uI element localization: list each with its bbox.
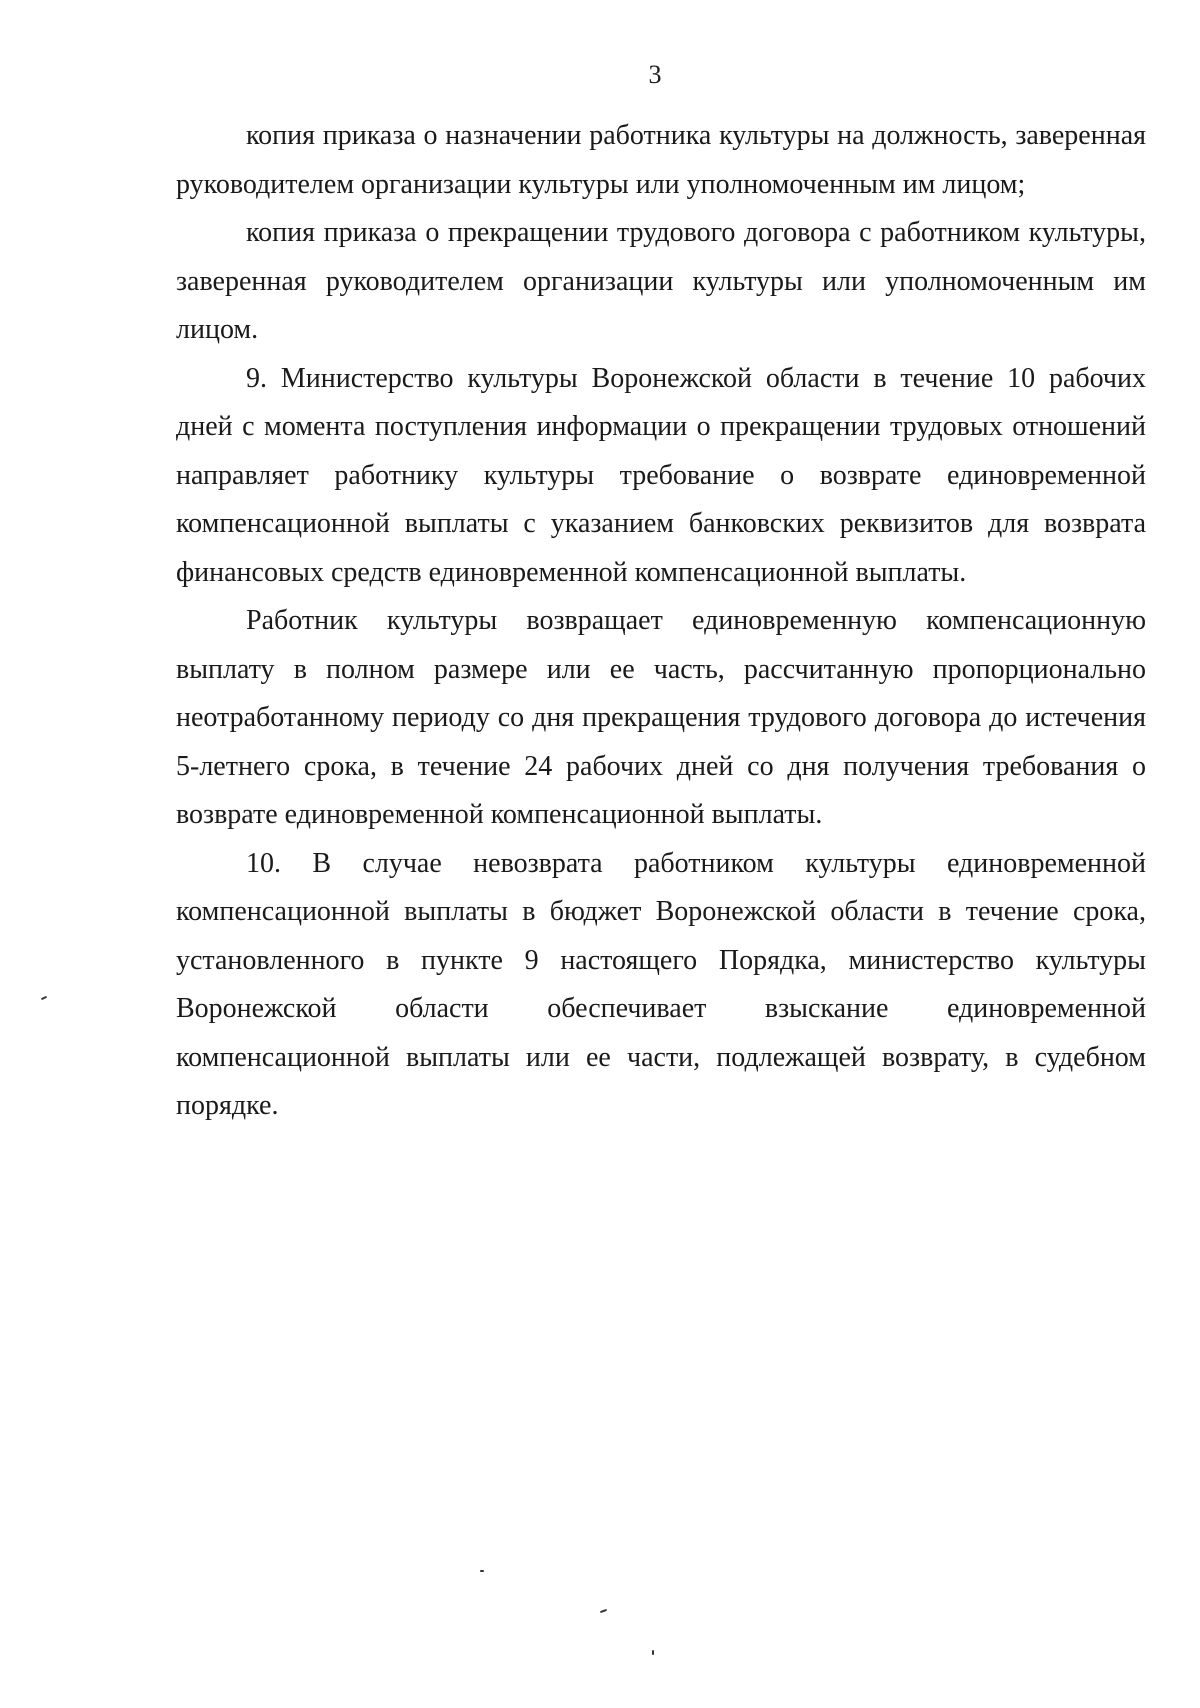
scan-speck (480, 1570, 484, 1572)
paragraph-item-9: 9. Министерство культуры Воронежской области в течение 10 рабочих дней с момента поступления информации о прекращении трудовых отношений направляет работнику культуры требование о возврате единовременной компенсационной выплаты с указанием банковских реквизитов для возврата финансовых средств единовременной компенсационной выплаты. (176, 362, 1146, 588)
paragraph-item-10: 10. В случае невозврата работником культуры единовременной компенсационной выплаты в бюджет Воронежской области в течение срока, установленного в пункте 9 настоящего Порядка, министерство культуры Воронежской области обеспечивает взыскание единовременной компенсационной выплаты или ее части, подлежащей возврату, в судебном порядке. (176, 847, 1146, 1121)
scan-speck (652, 1650, 654, 1655)
paragraph-order-appointment-copy: копия приказа о назначении работника культуры на должность, заверенная руководителем организации культуры или уполномоченным им лицом; (176, 120, 1146, 200)
page-number: 3 (648, 60, 662, 89)
scan-speck (41, 996, 47, 1000)
paragraph-order-termination-copy: копия приказа о прекращении трудового договора с работником культуры, заверенная руководителем организации культуры или уполномоченным им лицом. (176, 217, 1146, 345)
document-body (176, 112, 1146, 1131)
scan-speck (600, 1609, 607, 1613)
paragraph-item-9-refund: Работник культуры возвращает единовременную компенсационную выплату в полном размере или ее часть, рассчитанную пропорционально неотработанному периоду со дня прекращения трудового договора до истечения 5-летнего срока, в течение 24 рабочих дней со дня получения требования о возврате единовременной компенсационной выплаты. (176, 605, 1146, 830)
